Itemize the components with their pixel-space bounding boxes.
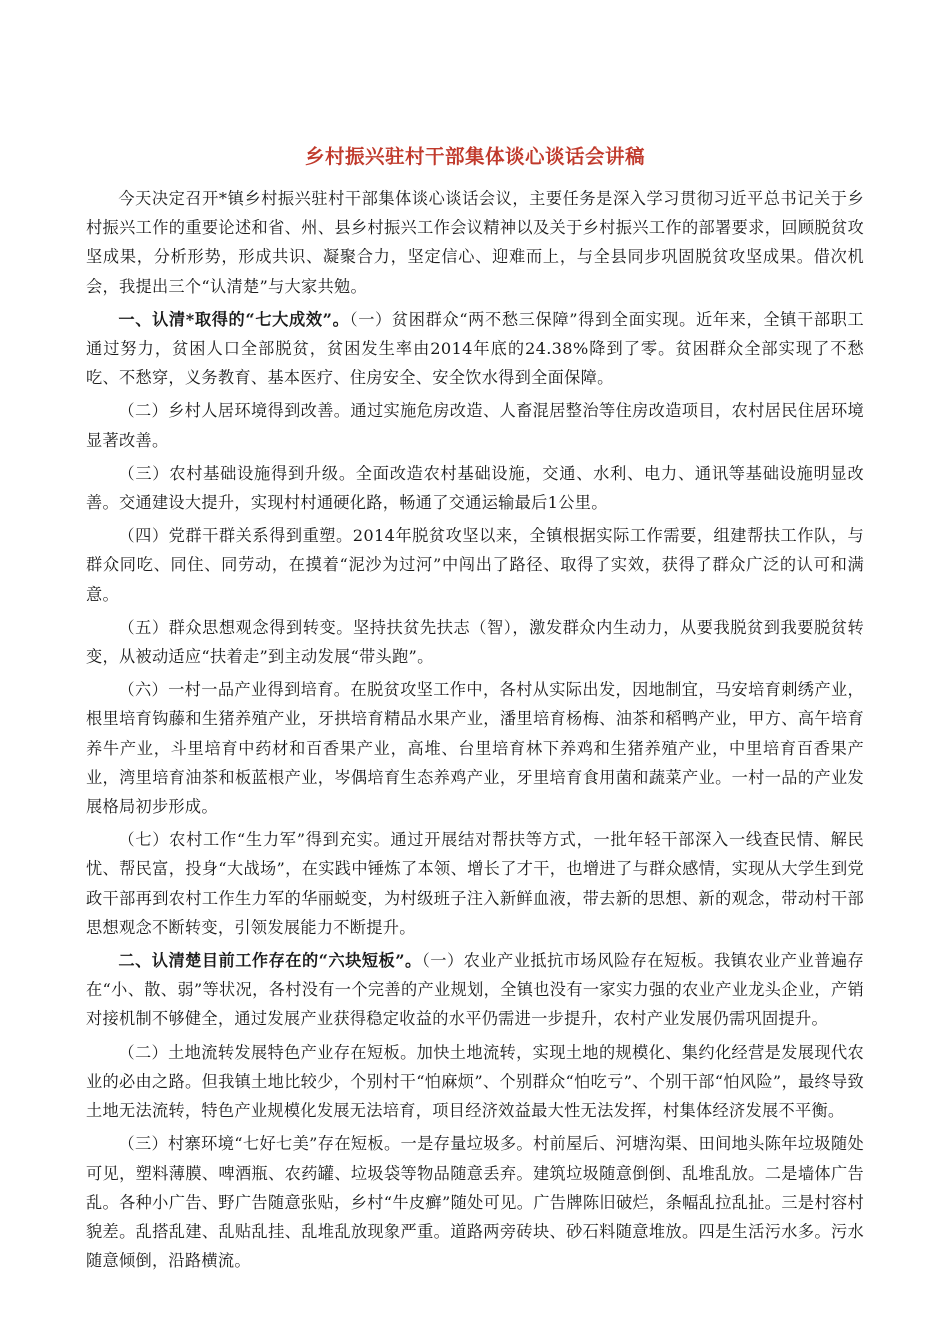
paragraph-item bbox=[86, 459, 864, 517]
paragraph-text: （三）村寨环境“七好七美”存在短板。一是存量垃圾多。村前屋后、河塘沟渠、田间地头陈年垃圾随处可见，塑料薄膜、啤酒瓶、农药罐、垃圾袋等物品随意丢弃。建筑垃圾随意倒倒、乱堆乱放。二是墙体广告乱。各种小广告、野广告随意张贴，乡村“牛皮癣”随处可见。广告牌陈旧破烂，条幅乱拉乱扯。三是村容村貌差。乱搭乱建、乱贴乱挂、乱堆乱放现象严重。道路两旁砖块、砂石料随意堆放。四是生活污水多。污水随意倾倒，沿路横流。 bbox=[86, 1134, 864, 1271]
paragraph-item bbox=[86, 396, 864, 454]
paragraph-text: （二）土地流转发展特色产业存在短板。加快土地流转，实现土地的规模化、集约化经营是发展现代农业的必由之路。但我镇土地比较少，个别村干“怕麻烦”、个别群众“怕吃亏”、个别干部“怕风险”，最终导致土地无法流转，特色产业规模化发展无法培育，项目经济效益最大性无法发挥，村集体经济发展不平衡。 bbox=[86, 1042, 864, 1121]
paragraph-item bbox=[86, 825, 864, 942]
paragraph-item bbox=[86, 1129, 864, 1275]
section-heading: 一、认清*取得的“七大成效”。 bbox=[118, 309, 350, 329]
paragraph-item bbox=[86, 613, 864, 671]
paragraph-item bbox=[86, 1038, 864, 1126]
paragraph-text: （一）贫困群众“两不愁三保障”得到全面实现。近年来，全镇干部职工通过努力，贫困人口全部脱贫，贫困发生率由2014年底的24.38%降到了零。贫困群众全部实现了不愁吃、不愁穿，义务教育、基本医疗、住房安全、安全饮水得到全面保障。 bbox=[86, 309, 864, 388]
paragraph-section-1 bbox=[86, 305, 864, 393]
paragraph-item bbox=[86, 675, 864, 821]
paragraph-text: （五）群众思想观念得到转变。坚持扶贫先扶志（智），激发群众内生动力，从要我脱贫到我要脱贫转变，从被动适应“扶着走”到主动发展“带头跑”。 bbox=[86, 617, 864, 667]
paragraph-text: （二）乡村人居环境得到改善。通过实施危房改造、人畜混居整治等住房改造项目，农村居民住居环境显著改善。 bbox=[86, 401, 864, 450]
paragraph-section-2 bbox=[86, 946, 864, 1034]
paragraph-text: （一）农业产业抵抗市场风险存在短板。我镇农业产业普遍存在“小、散、弱”等状况，各村没有一个完善的产业规划，全镇也没有一家实力强的农业产业龙头企业，产销对接机制不够健全，通过发展产业获得稳定收益的水平仍需进一步提升，农村产业发展仍需巩固提升。 bbox=[86, 951, 864, 1029]
paragraph-item bbox=[86, 521, 864, 609]
paragraph-text: （六）一村一品产业得到培育。在脱贫攻坚工作中，各村从实际出发，因地制宜，马安培育刺绣产业，根里培育钩藤和生猪养殖产业，牙拱培育精品水果产业，潘里培育杨梅、油茶和稻鸭产业，甲方、高午培育养牛产业，斗里培育中药材和百香果产业，高堆、台里培育林下养鸡和生猪养殖产业，中里培育百香果产业，湾里培育油茶和板蓝根产业，岑偶培育生态养鸡产业，牙里培育食用菌和蔬菜产业。一村一品的产业发展格局初步形成。 bbox=[86, 680, 864, 817]
paragraph-text: （三）农村基础设施得到升级。全面改造农村基础设施，交通、水利、电力、通讯等基础设施明显改善。交通建设大提升，实现村村通硬化路，畅通了交通运输最后1公里。 bbox=[86, 463, 864, 513]
paragraph-intro bbox=[86, 184, 864, 301]
paragraph-text: （四）党群干群关系得到重塑。2014年脱贫攻坚以来，全镇根据实际工作需要，组建帮扶工作队，与群众同吃、同住、同劳动，在摸着“泥沙为过河”中闯出了路径、取得了实效，获得了群众广泛的认可和满意。 bbox=[86, 526, 864, 604]
document-page bbox=[86, 140, 864, 1279]
paragraph-text: （七）农村工作“生力军”得到充实。通过开展结对帮扶等方式，一批年轻干部深入一线查民情、解民忧、帮民富，投身“大战场”，在实践中锤炼了本领、增长了才干，也增进了与群众感情，实现从大学生到党政干部再到农村工作生力军的华丽蜕变，为村级班子注入新鲜血液，带去新的思想、新的观念，带动村干部思想观念不断转变，引领发展能力不断提升。 bbox=[86, 830, 864, 937]
paragraph-text: 今天决定召开*镇乡村振兴驻村干部集体谈心谈话会议，主要任务是深入学习贯彻习近平总书记关于乡村振兴工作的重要论述和省、州、县乡村振兴工作会议精神以及关于乡村振兴工作的部署要求，回顾脱贫攻坚成果，分析形势，形成共识、凝聚合力，坚定信心、迎难而上，与全县同步巩固脱贫攻坚成果。借次机会，我提出三个“认清楚”与大家共勉。 bbox=[86, 189, 864, 296]
document-title: 乡村振兴驻村干部集体谈心谈话会讲稿 bbox=[304, 145, 645, 168]
section-heading: 二、认清楚目前工作存在的“六块短板”。 bbox=[118, 951, 422, 971]
